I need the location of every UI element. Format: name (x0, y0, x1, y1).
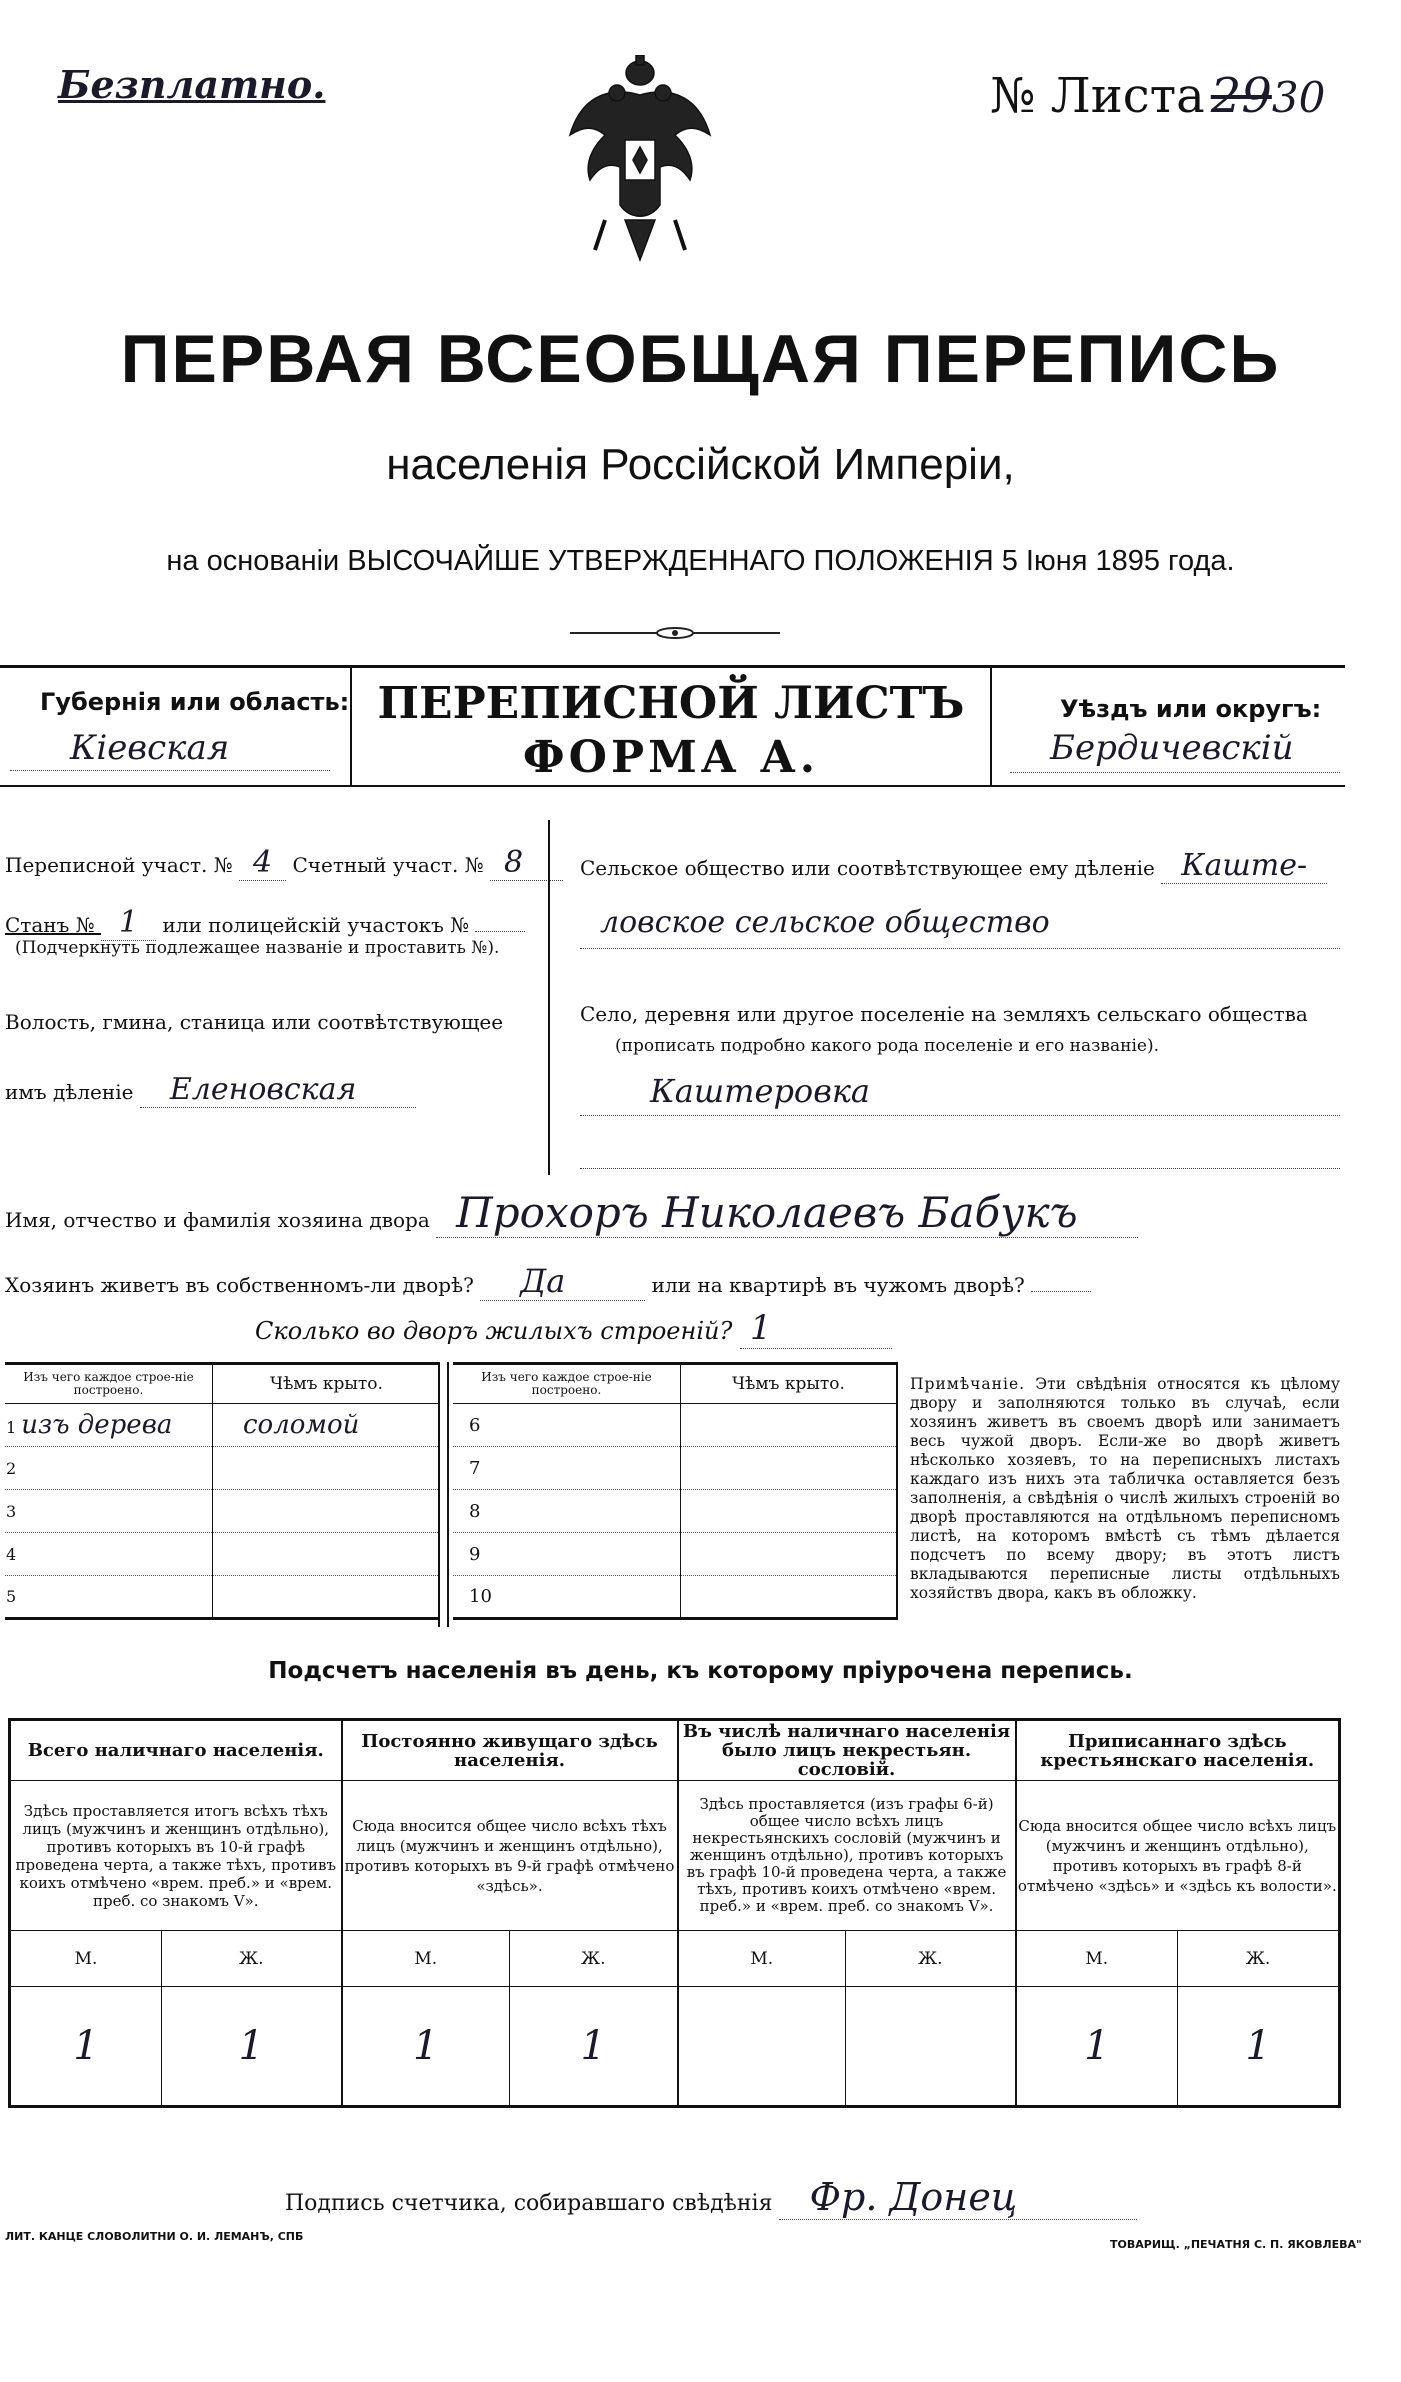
row-number: 3 (5, 1490, 213, 1533)
selsk-value2: ловское сельское общество (600, 905, 1050, 940)
row-number: 8 (453, 1490, 681, 1533)
row-number: 4 (5, 1533, 213, 1576)
signature-value: Фр. Донец (779, 2175, 1137, 2220)
selsk-row (580, 848, 1327, 883)
buildings-row (255, 1308, 892, 1348)
sheet-title: ПЕРЕПИСНОЙ ЛИСТЪ (377, 678, 965, 729)
m-label: М. (10, 1931, 162, 1987)
pop-col-head-1: Всего наличнаго населенія. (10, 1720, 342, 1781)
owner-lives-label2: или на квартирѣ въ чужомъ дворѣ? (651, 1273, 1025, 1297)
m-label: М. (678, 1931, 846, 1987)
form-name: ФОРМА А. (522, 732, 820, 783)
population-title: Подсчетъ населенія въ день, къ которому пріурочена перепись. (268, 1658, 1133, 1684)
volost-label2: имъ дѣленіе (5, 1080, 134, 1104)
row-number: 6 (453, 1404, 681, 1447)
printer-left: ЛИТ. КАНЦЕ СЛОВОЛИТНИ О. И. ЛЕМАНЪ, СПБ (5, 2230, 304, 2243)
population-table (8, 1718, 1341, 2108)
f-label: Ж. (1178, 1931, 1340, 1987)
selo-value: Каштеровка (650, 1072, 870, 1110)
row-number: 10 (453, 1576, 681, 1619)
schet-uchast-value: 8 (490, 845, 563, 881)
pop-col-head-3: Въ числѣ наличнаго населенія было лицъ некрестьян. сословій. (678, 1720, 1016, 1781)
stan-value: 1 (101, 905, 156, 941)
volost-value: Еленовская (140, 1072, 417, 1108)
gubernia-value: Кіевская (70, 728, 230, 768)
f-label: Ж. (162, 1931, 342, 1987)
owner-name-row (5, 1188, 1138, 1237)
coat-of-arms-icon (565, 55, 715, 265)
pop-col-desc-2: Сюда вносится общее число всѣхъ тѣхъ лицъ (мужчинъ и женщинъ отдѣльно), противъ которыхъ въ 9-й графѣ отмѣчено «здѣсь». (342, 1781, 678, 1931)
row-number: 2 (5, 1447, 213, 1490)
pop-col-head-4: Приписаннаго здѣсь крестьянскаго населенія. (1016, 1720, 1340, 1781)
row-number: 1 (6, 1418, 17, 1437)
pop-value-f-4: 1 (1245, 2023, 1271, 2069)
pop-value-f-3 (846, 1987, 1016, 2107)
buildings-table-right (453, 1362, 898, 1620)
stan-label2: или полицейскій участокъ № (162, 913, 470, 937)
stan-row (5, 905, 525, 940)
volost-row (5, 1072, 416, 1107)
sheet-number-struck: 29 (1210, 68, 1272, 124)
roof-value: соломой (243, 1410, 360, 1440)
signature-row (285, 2175, 1137, 2219)
f-label: Ж. (846, 1931, 1016, 1987)
pop-col-desc-1: Здѣсь проставляется итогъ всѣхъ тѣхъ лицъ (мужчинъ и женщинъ отдѣльно), противъ которыхъ въ 10-й графѣ проведена черта, а также тѣхъ, противъ коихъ отмѣчено «врем. преб.» и «врем. преб. со знакомъ V». (10, 1781, 342, 1931)
ornament-divider (570, 625, 780, 641)
perepis-uchast-row (5, 845, 563, 880)
free-label: Безплатно. (58, 62, 326, 107)
printer-right: ТОВАРИЩ. „ПЕЧАТНЯ С. П. ЯКОВЛЕВА" (1110, 2238, 1362, 2251)
m-label: М. (342, 1931, 510, 1987)
owner-lives-row (5, 1262, 1091, 1300)
pop-col-head-2: Постоянно живущаго здѣсь населенія. (342, 1720, 678, 1781)
page-basis: на основаніи ВЫСОЧАЙШЕ УТВЕРЖДЕННАГО ПОЛОЖЕНІЯ 5 Іюня 1895 года. (166, 545, 1235, 577)
pop-value-f-1: 1 (162, 1987, 342, 2107)
owner-name-label: Имя, отчество и фамилія хозяина двора (5, 1208, 430, 1232)
volost-label: Волость, гмина, станица или соотвѣтствующее (5, 1010, 504, 1034)
gubernia-label: Губернія или область: (40, 688, 350, 716)
col-material-header: Изъ чего каждое строе-ніе построено. (5, 1364, 213, 1404)
page-subtitle: населенія Россійской Имперіи, (386, 440, 1015, 489)
row-number: 7 (453, 1447, 681, 1490)
owner-lives-value: Да (480, 1262, 645, 1301)
pop-value-m-3 (678, 1987, 846, 2107)
pop-value-m-4: 1 (1016, 1987, 1178, 2107)
perepis-uchast-label: Переписной участ. № (5, 853, 233, 877)
stan-label: Станъ № (5, 913, 101, 937)
pop-col-desc-4: Сюда вносится общее число всѣхъ лицъ (мужчинъ и женщинъ отдѣльно), противъ которыхъ въ графѣ 8-й отмѣчено «здѣсь» и «здѣсь къ волости». (1016, 1781, 1340, 1931)
owner-lives-label: Хозяинъ живетъ въ собственномъ-ли дворѣ? (5, 1273, 474, 1297)
f-label: Ж. (510, 1931, 678, 1987)
schet-uchast-label: Счетный участ. № (292, 853, 484, 877)
note-label: Примѣчаніе. (910, 1375, 1026, 1393)
col-material-header: Изъ чего каждое строе-ніе построено. (453, 1364, 681, 1404)
owner-name-value: Прохоръ Николаевъ Бабукъ (436, 1188, 1137, 1238)
uezd-label: Уѣздъ или округъ: (1060, 695, 1322, 723)
pop-value-m-2: 1 (342, 1987, 510, 2107)
pop-value-m-1: 1 (10, 1987, 162, 2107)
note-text: Эти свѣдѣнія относятся къ цѣлому двору и заполняются только въ случаѣ, если хозяинъ живетъ въ своемъ дворѣ или занимаетъ весь чужой дворъ. Если-же во дворѣ живетъ нѣсколько хозяевъ, то на переписныхъ листахъ каждаго изъ нихъ эта табличка оставляется безъ заполненія, а свѣдѣнія о числѣ жилыхъ строеній во дворѣ проставляются на отдѣльномъ переписномъ листѣ, на которомъ вмѣстѣ съ тѣмъ дѣлается подсчетъ по всему двору; въ этотъ листъ вкладываются переписные листы отдѣльныхъ хозяйствъ двора, какъ въ обложку. (910, 1375, 1340, 1602)
buildings-table-left (5, 1362, 440, 1620)
buildings-value: 1 (740, 1308, 892, 1349)
selsk-label: Сельское общество или соотвѣтствующее ему дѣленіе (580, 856, 1155, 880)
sheet-number-label: № Листа (990, 68, 1205, 124)
sheet-number (990, 68, 1325, 124)
col-roof-header: Чѣмъ крыто. (213, 1364, 441, 1404)
buildings-label: Сколько во дворъ жилыхъ строеній? (255, 1317, 733, 1345)
col-roof-header: Чѣмъ крыто. (681, 1364, 898, 1404)
signature-label: Подпись счетчика, собиравшаго свѣдѣнія (285, 2191, 773, 2216)
sheet-number-value: 30 (1271, 73, 1326, 122)
pop-col-desc-3: Здѣсь проставляется (изъ графы 6-й) общее число всѣхъ лицъ некрестьянскихъ сословій (мужчинъ и женщинъ отдѣльно), противъ которыхъ въ графѣ 10-й проведена черта, а также тѣхъ, противъ коихъ отмѣчено «врем. преб.» и «врем. преб. со знакомъ V». (678, 1781, 1016, 1931)
m-label: М. (1016, 1931, 1178, 1987)
uezd-value: Бердичевскій (1050, 728, 1294, 768)
stan-note: (Подчеркнуть подлежащее названіе и проставить №). (15, 938, 500, 958)
row-number: 9 (453, 1533, 681, 1576)
material-value: изъ дерева (21, 1410, 173, 1440)
selsk-value1: Каште- (1161, 848, 1327, 884)
row-number: 5 (5, 1576, 213, 1619)
pop-value-f-2: 1 (510, 1987, 678, 2107)
page-title: ПЕРВАЯ ВСЕОБЩАЯ ПЕРЕПИСЬ (120, 321, 1281, 397)
selo-note: (прописать подробно какого рода поселеніе и его названіе). (615, 1036, 1159, 1056)
selo-label: Село, деревня или другое поселеніе на земляхъ сельскаго общества (580, 1002, 1308, 1026)
note-block (910, 1375, 1340, 1603)
perepis-uchast-value: 4 (239, 845, 286, 881)
